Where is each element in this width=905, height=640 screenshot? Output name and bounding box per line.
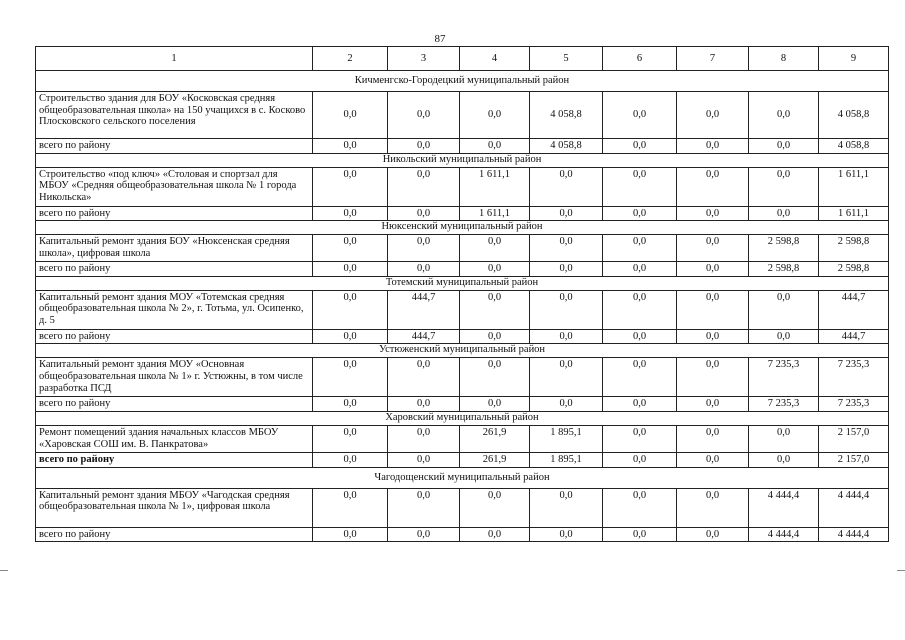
- project-name: Капитальный ремонт здания МБОУ «Чагодская средняя общеобразовательная школа № 1», цифровая школа: [36, 488, 313, 527]
- total-label: всего по району: [36, 139, 313, 154]
- total-value: 0,0: [388, 262, 460, 277]
- column-header: 7: [677, 47, 749, 71]
- value-cell: 0,0: [677, 358, 749, 397]
- total-value: 0,0: [603, 139, 677, 154]
- total-value: 0,0: [388, 139, 460, 154]
- region-name: Устюженский муниципальный район: [36, 344, 889, 358]
- value-cell: 2 598,8: [819, 235, 889, 262]
- total-value: 261,9: [460, 452, 530, 467]
- column-header: 3: [388, 47, 460, 71]
- project-name: Строительство здания для БОУ «Косковская средняя общеобразовательная школа» на 150 учащихся в с. Косково Плосковского сельского поселения: [36, 92, 313, 139]
- value-cell: 0,0: [460, 235, 530, 262]
- value-cell: 0,0: [603, 235, 677, 262]
- total-value: 2 598,8: [819, 262, 889, 277]
- total-value: 0,0: [749, 139, 819, 154]
- total-value: 0,0: [530, 262, 603, 277]
- region-name: Тотемский муниципальный район: [36, 276, 889, 290]
- value-cell: 0,0: [460, 92, 530, 139]
- total-row: [36, 527, 889, 542]
- table-row: [36, 92, 889, 139]
- total-label: всего по району: [36, 527, 313, 542]
- total-value: 0,0: [677, 206, 749, 221]
- table-row: [36, 358, 889, 397]
- value-cell: 0,0: [677, 167, 749, 206]
- region-header-row: [36, 344, 889, 358]
- total-value: 0,0: [530, 397, 603, 412]
- column-header: 8: [749, 47, 819, 71]
- total-value: 0,0: [677, 397, 749, 412]
- total-value: 0,0: [460, 262, 530, 277]
- value-cell: 7 235,3: [819, 358, 889, 397]
- value-cell: 0,0: [603, 358, 677, 397]
- value-cell: 0,0: [603, 425, 677, 452]
- value-cell: 0,0: [530, 167, 603, 206]
- value-cell: 1 895,1: [530, 425, 603, 452]
- value-cell: 0,0: [749, 290, 819, 329]
- value-cell: 4 444,4: [749, 488, 819, 527]
- total-value: 0,0: [530, 206, 603, 221]
- total-row: [36, 397, 889, 412]
- total-value: 0,0: [460, 397, 530, 412]
- project-name: Капитальный ремонт здания МОУ «Тотемская средняя общеобразовательная школа № 2», г. Тотьма, ул. Осипенко, д. 5: [36, 290, 313, 329]
- total-value: 0,0: [603, 452, 677, 467]
- total-value: 444,7: [819, 329, 889, 344]
- total-value: 1 611,1: [819, 206, 889, 221]
- total-value: 4 058,8: [530, 139, 603, 154]
- total-value: 0,0: [603, 262, 677, 277]
- total-label: всего по району: [36, 397, 313, 412]
- value-cell: 4 058,8: [530, 92, 603, 139]
- value-cell: 0,0: [460, 290, 530, 329]
- value-cell: 0,0: [460, 488, 530, 527]
- region-name: Никольский муниципальный район: [36, 153, 889, 167]
- value-cell: 0,0: [677, 488, 749, 527]
- total-value: 0,0: [677, 262, 749, 277]
- total-value: 0,0: [460, 139, 530, 154]
- column-header-row: [36, 47, 889, 71]
- table-row: [36, 488, 889, 527]
- total-value: 1 895,1: [530, 452, 603, 467]
- value-cell: 0,0: [603, 92, 677, 139]
- value-cell: 0,0: [313, 235, 388, 262]
- total-value: 0,0: [313, 452, 388, 467]
- total-value: 1 611,1: [460, 206, 530, 221]
- value-cell: 0,0: [749, 167, 819, 206]
- value-cell: 261,9: [460, 425, 530, 452]
- total-value: 4 058,8: [819, 139, 889, 154]
- region-header-row: [36, 71, 889, 92]
- total-value: 0,0: [749, 206, 819, 221]
- total-value: 2 157,0: [819, 452, 889, 467]
- region-header-row: [36, 221, 889, 235]
- value-cell: 2 598,8: [749, 235, 819, 262]
- region-header-row: [36, 467, 889, 488]
- total-value: 0,0: [677, 452, 749, 467]
- value-cell: 0,0: [677, 425, 749, 452]
- value-cell: 0,0: [677, 290, 749, 329]
- total-value: 0,0: [530, 527, 603, 542]
- value-cell: 4 444,4: [819, 488, 889, 527]
- total-value: 0,0: [313, 527, 388, 542]
- value-cell: 0,0: [388, 358, 460, 397]
- value-cell: 0,0: [530, 290, 603, 329]
- value-cell: 1 611,1: [460, 167, 530, 206]
- project-name: Капитальный ремонт здания БОУ «Нюксенская средняя школа», цифровая школа: [36, 235, 313, 262]
- value-cell: 0,0: [388, 167, 460, 206]
- region-name: Кичменгско-Городецкий муниципальный район: [36, 71, 889, 92]
- value-cell: 0,0: [313, 167, 388, 206]
- total-value: 2 598,8: [749, 262, 819, 277]
- value-cell: 0,0: [313, 488, 388, 527]
- value-cell: 0,0: [749, 425, 819, 452]
- total-value: 0,0: [603, 397, 677, 412]
- budget-table: [35, 46, 889, 542]
- value-cell: 0,0: [749, 92, 819, 139]
- table-body: [36, 47, 889, 542]
- value-cell: 0,0: [388, 92, 460, 139]
- project-name: Капитальный ремонт здания МОУ «Основная общеобразовательная школа № 1» г. Устюжны, в том числе разработка ПСД: [36, 358, 313, 397]
- total-value: 4 444,4: [819, 527, 889, 542]
- total-value: 0,0: [460, 329, 530, 344]
- page-number: 87: [434, 33, 446, 45]
- table-row: [36, 167, 889, 206]
- region-header-row: [36, 276, 889, 290]
- total-row: [36, 262, 889, 277]
- total-value: 7 235,3: [749, 397, 819, 412]
- total-row: [36, 452, 889, 467]
- total-value: 0,0: [313, 262, 388, 277]
- total-value: 0,0: [677, 139, 749, 154]
- value-cell: 0,0: [313, 92, 388, 139]
- value-cell: 0,0: [388, 425, 460, 452]
- total-row: [36, 206, 889, 221]
- total-label: всего по району: [36, 329, 313, 344]
- column-header: 1: [36, 47, 313, 71]
- value-cell: 0,0: [677, 92, 749, 139]
- value-cell: 0,0: [460, 358, 530, 397]
- value-cell: 0,0: [313, 425, 388, 452]
- total-value: 0,0: [313, 206, 388, 221]
- value-cell: 4 058,8: [819, 92, 889, 139]
- total-value: 0,0: [603, 329, 677, 344]
- total-value: 0,0: [313, 329, 388, 344]
- total-value: 0,0: [460, 527, 530, 542]
- total-value: 0,0: [749, 452, 819, 467]
- value-cell: 0,0: [603, 488, 677, 527]
- value-cell: 0,0: [388, 235, 460, 262]
- total-value: 444,7: [388, 329, 460, 344]
- value-cell: 7 235,3: [749, 358, 819, 397]
- value-cell: 0,0: [388, 488, 460, 527]
- total-row: [36, 329, 889, 344]
- total-value: 0,0: [388, 452, 460, 467]
- value-cell: 0,0: [313, 358, 388, 397]
- value-cell: 0,0: [530, 488, 603, 527]
- margin-mark: [0, 570, 8, 571]
- total-value: 0,0: [603, 527, 677, 542]
- value-cell: 0,0: [603, 290, 677, 329]
- total-value: 4 444,4: [749, 527, 819, 542]
- total-label: всего по району: [36, 452, 313, 467]
- table-row: [36, 425, 889, 452]
- margin-mark: [897, 570, 905, 571]
- value-cell: 444,7: [819, 290, 889, 329]
- total-value: 0,0: [388, 397, 460, 412]
- total-value: 0,0: [388, 527, 460, 542]
- column-header: 6: [603, 47, 677, 71]
- value-cell: 2 157,0: [819, 425, 889, 452]
- total-value: 0,0: [313, 397, 388, 412]
- value-cell: 0,0: [677, 235, 749, 262]
- region-name: Нюксенский муниципальный район: [36, 221, 889, 235]
- region-name: Чагодощенский муниципальный район: [36, 467, 889, 488]
- region-name: Харовский муниципальный район: [36, 411, 889, 425]
- region-header-row: [36, 153, 889, 167]
- project-name: Ремонт помещений здания начальных классов МБОУ «Харовская СОШ им. В. Панкратова»: [36, 425, 313, 452]
- total-value: 0,0: [530, 329, 603, 344]
- total-row: [36, 139, 889, 154]
- value-cell: 0,0: [313, 290, 388, 329]
- total-label: всего по району: [36, 262, 313, 277]
- total-value: 0,0: [388, 206, 460, 221]
- value-cell: 0,0: [530, 358, 603, 397]
- total-label: всего по району: [36, 206, 313, 221]
- table-row: [36, 290, 889, 329]
- total-value: 0,0: [749, 329, 819, 344]
- value-cell: 444,7: [388, 290, 460, 329]
- column-header: 5: [530, 47, 603, 71]
- value-cell: 0,0: [530, 235, 603, 262]
- table-row: [36, 235, 889, 262]
- total-value: 0,0: [677, 527, 749, 542]
- column-header: 2: [313, 47, 388, 71]
- column-header: 4: [460, 47, 530, 71]
- region-header-row: [36, 411, 889, 425]
- project-name: Строительство «под ключ» «Столовая и спортзал для МБОУ «Средняя общеобразовательная школа № 1 города Никольска»: [36, 167, 313, 206]
- column-header: 9: [819, 47, 889, 71]
- value-cell: 0,0: [603, 167, 677, 206]
- total-value: 7 235,3: [819, 397, 889, 412]
- total-value: 0,0: [313, 139, 388, 154]
- value-cell: 1 611,1: [819, 167, 889, 206]
- total-value: 0,0: [603, 206, 677, 221]
- total-value: 0,0: [677, 329, 749, 344]
